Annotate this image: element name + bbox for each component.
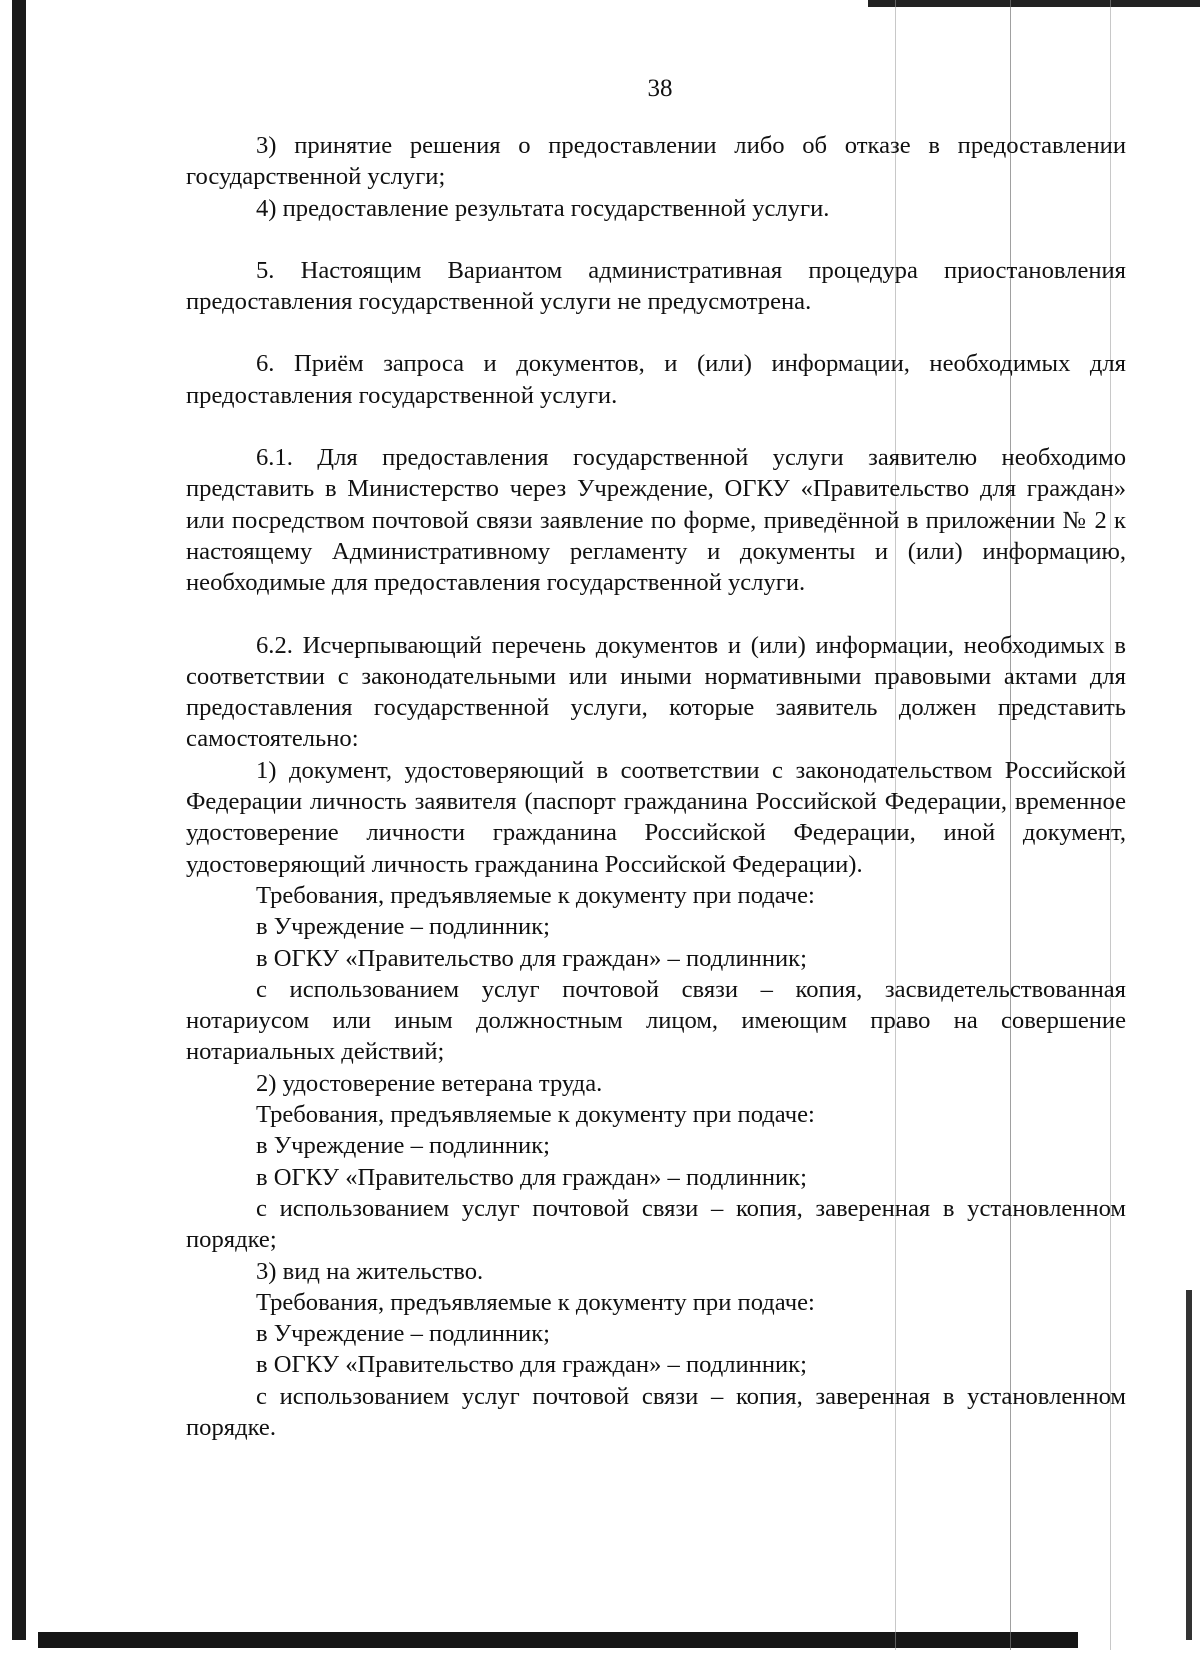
page-number: 38 bbox=[647, 75, 673, 102]
paragraph: 4) предоставление результата государственной услуги. bbox=[256, 194, 830, 222]
paragraph: в Учреждение – подлинник; bbox=[256, 1132, 550, 1160]
scan-edge-bottom bbox=[38, 1632, 1078, 1648]
paragraph: Требования, предъявляемые к документу при подаче: bbox=[256, 1288, 815, 1316]
paragraph: в Учреждение – подлинник; bbox=[256, 913, 550, 941]
paragraph: 2) удостоверение ветерана труда. bbox=[256, 1069, 603, 1097]
paragraph: с использованием услуг почтовой связи – копия, заверенная в установленном порядке. bbox=[186, 1382, 1126, 1441]
paragraph: 6.1. Для предоставления государственной услуги заявителю необходимо представить в Министерство через Учреждение, ОГКУ «Правительство для граждан» или посредством почтовой связи заявление по форме, приведённой в приложении № 2 к настоящему Административному регламенту и документы и (или) информацию, необходимые для предоставления государственной услуги. bbox=[186, 444, 1126, 597]
scan-edge-right bbox=[1186, 1290, 1192, 1640]
paragraph: 6.2. Исчерпывающий перечень документов и (или) информации, необходимых в соответствии с законодательными или иными нормативными правовыми актами для предоставления государственной услуги, которые заявитель должен представить самостоятельно: bbox=[186, 631, 1126, 753]
paragraph: с использованием услуг почтовой связи – копия, заверенная в установленном порядке; bbox=[186, 1194, 1126, 1254]
paragraph: Требования, предъявляемые к документу при подаче: bbox=[256, 1101, 815, 1129]
paragraph: 5. Настоящим Вариантом административная процедура приостановления предоставления государственной услуги не предусмотрена. bbox=[186, 256, 1126, 316]
paragraph: с использованием услуг почтовой связи – копия, засвидетельствованная нотариусом или иным должностным лицом, имеющим право на совершение нотариальных действий; bbox=[186, 975, 1126, 1066]
scan-edge-left bbox=[12, 0, 26, 1640]
paragraph: в Учреждение – подлинник; bbox=[256, 1320, 550, 1348]
paragraph: 1) документ, удостоверяющий в соответствии с законодательством Российской Федерации личность заявителя (паспорт гражданина Российской Федерации, временное удостоверение личности гражданина Российской Федерации, иной документ, удостоверяющий личность гражданина Российской Федерации). bbox=[186, 756, 1126, 878]
paragraph: 6. Приём запроса и документов, и (или) информации, необходимых для предоставления государственной услуги. bbox=[186, 350, 1126, 409]
paragraph: 3) вид на жительство. bbox=[256, 1257, 484, 1285]
paragraph: в ОГКУ «Правительство для граждан» – подлинник; bbox=[256, 1351, 807, 1379]
scan-edge-top bbox=[868, 0, 1200, 7]
paragraph: в ОГКУ «Правительство для граждан» – подлинник; bbox=[256, 1163, 807, 1191]
paragraph: 3) принятие решения о предоставлении либо об отказе в предоставлении государственной услуги; bbox=[186, 132, 1126, 191]
paragraph: Требования, предъявляемые к документу при подаче: bbox=[256, 881, 815, 909]
paragraph: в ОГКУ «Правительство для граждан» – подлинник; bbox=[256, 944, 807, 972]
document-body bbox=[186, 130, 1126, 1443]
